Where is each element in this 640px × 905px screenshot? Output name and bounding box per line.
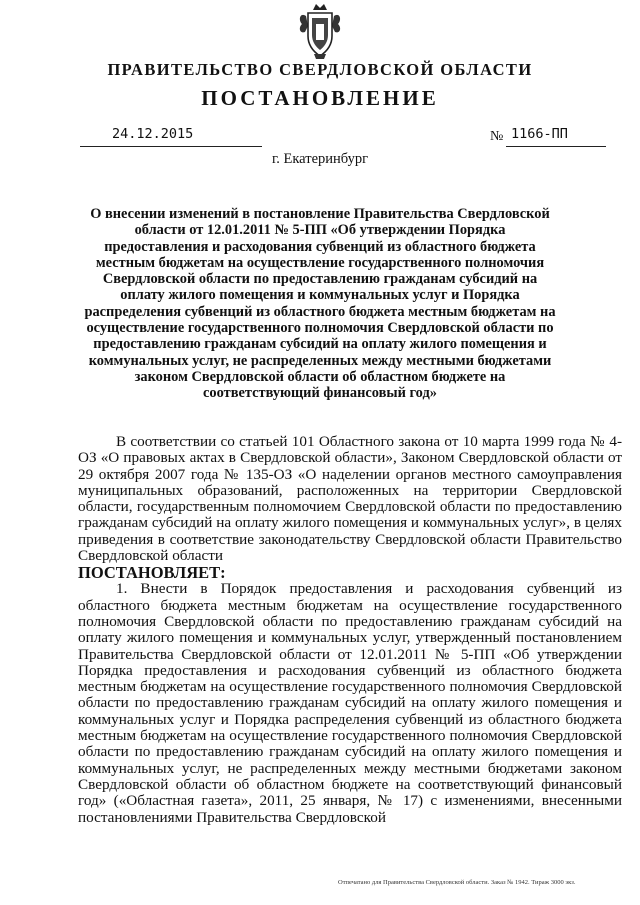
city: г. Екатеринбург [271,151,369,167]
document-number: 1166-ПП [511,126,568,142]
date-underline [80,146,262,147]
item-1-paragraph: 1. Внести в Порядок предоставления и расходования субвенций из областного бюджета местным бюджетам на осуществление государственного полномочия Свердловской области по предоставлению гражданам субсидий на оплату жилого помещения и коммунальных услуг, утвержденный постановлением Правительства Свердловской области от 12.01.2011 № 5-ПП «Об утверждении Порядка предоставления и расходования субвенций из областного бюджета местным бюджетам на осуществление государственного полномочия Свердловской области по предоставлению гражданам субсидий на оплату жилого помещения и коммунальных услуг и Порядка распределения субвенций из областного бюджета местным бюджетам на осуществление государственного полномочия Свердловской области по предоставлению гражданам субсидий на оплату жилого помещения и коммунальных услуг, не распределенных между местными бюджетами законом Свердловской области об областном бюджете на соответствующий финансовый год» («Областная газета», 2011, 25 января, № 17) с изменениями, внесенными постановлениями Правительства Свердловской [78,580,622,826]
document-title: О внесении изменений в постановление Правительства Свердловской области от 12.01.2011 № 5-ПП «Об утверждении Порядка предоставления и расходования субвенций из областного бюджета местным бюджетам на осуществление государственного полномочия Свердловской области по предоставлению гражданам субсидий на оплату жилого помещения и коммунальных услуг и Порядка распределения субвенций из областного бюджета местным бюджетам на осуществление государственного полномочия Свердловской области по предоставлению гражданам субсидий на оплату жилого помещения и коммунальных услуг, не распределенных между местными бюджетами законом Свердловской области об областном бюджете на соответствующий финансовый год» [84,206,556,402]
number-sign: № [490,129,504,144]
print-footer: Отпечатано для Правительства Свердловской области. Заказ № 1942. Тираж 3000 экз. [338,879,576,886]
document-body [78,434,622,826]
document-date: 24.12.2015 [112,126,194,142]
document-type: ПОСТАНОВЛЕНИЕ [201,86,439,110]
government-name: ПРАВИТЕЛЬСТВО СВЕРДЛОВСКОЙ ОБЛАСТИ [107,60,533,79]
preamble-paragraph: В соответствии со статьей 101 Областного закона от 10 марта 1999 года № 4-ОЗ «О правовых актах в Свердловской области», Законом Свердловской области от 29 октября 2007 года № 135-ОЗ «О наделении органов местного самоуправления муниципальных образований, расположенных на территории Свердловской области, государственным полномочием Свердловской области по предоставлению гражданам субсидий на оплату жилого помещения и коммунальных услуг», в целях приведения в соответствие законодательству Свердловской области Правительство Свердловской области [78,433,622,565]
number-underline [506,146,606,147]
decree-heading: ПОСТАНОВЛЯЕТ: [78,563,226,583]
coat-of-arms-icon [296,2,344,60]
